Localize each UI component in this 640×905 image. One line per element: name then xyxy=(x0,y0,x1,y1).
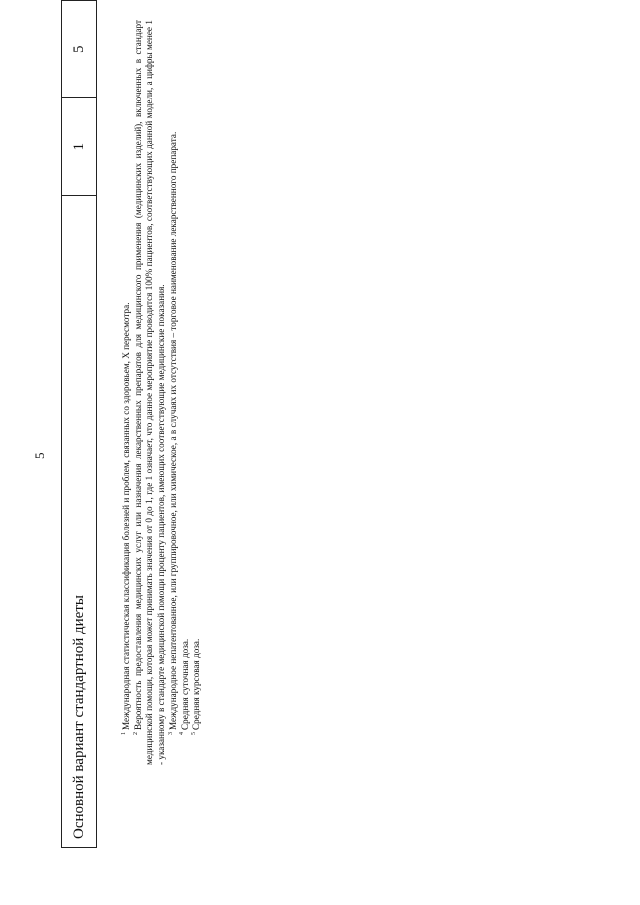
table-cell-col3: 5 xyxy=(62,1,97,99)
footnote-text: Международная статистическая классификация болезней и проблем, связанных со здоровьем, X пересмотра. xyxy=(121,302,131,730)
table-cell-name: Основной вариант стандартной диеты xyxy=(62,195,97,847)
table-row xyxy=(62,1,97,848)
footnote-mark: 3 xyxy=(167,732,174,735)
footnote-5 xyxy=(191,20,203,765)
footnote-mark: 5 xyxy=(191,732,198,735)
footnote-3 xyxy=(168,20,180,765)
footnote-text: Вероятность предоставления медицинских услуг или назначения лекарственных препаратов для медицинского применения (медицинских изделий), включенных в стандарт медицинской помощи, которая может принимать значения от 0 до 1, где 1 означает, что данное мероприятие проводится 100% пациентов, соответствующих данной модели, а цифры менее 1 - указанному в стандарте медицинской помощи проценту пациентов, имеющих соответствующие медицинские показания. xyxy=(132,20,167,765)
footnote-1 xyxy=(121,20,133,765)
page-number: 5 xyxy=(32,452,47,459)
footnotes xyxy=(121,20,203,765)
footnote-4 xyxy=(180,20,192,765)
footnote-mark: 2 xyxy=(132,732,139,735)
footnote-2 xyxy=(133,20,168,765)
diet-table xyxy=(61,0,97,848)
footnote-text: Средняя курсовая доза. xyxy=(191,638,202,730)
footnote-text: Международное непатентованное, или группировочное, или химическое, а в случаях их отсутствия – торговое наименование лекарственного препарата. xyxy=(167,131,178,730)
footnote-text: Средняя суточная доза. xyxy=(179,638,190,730)
table-cell-col2: 1 xyxy=(62,98,97,195)
footnote-mark: 4 xyxy=(179,732,186,735)
footnote-mark: 1 xyxy=(120,732,127,735)
